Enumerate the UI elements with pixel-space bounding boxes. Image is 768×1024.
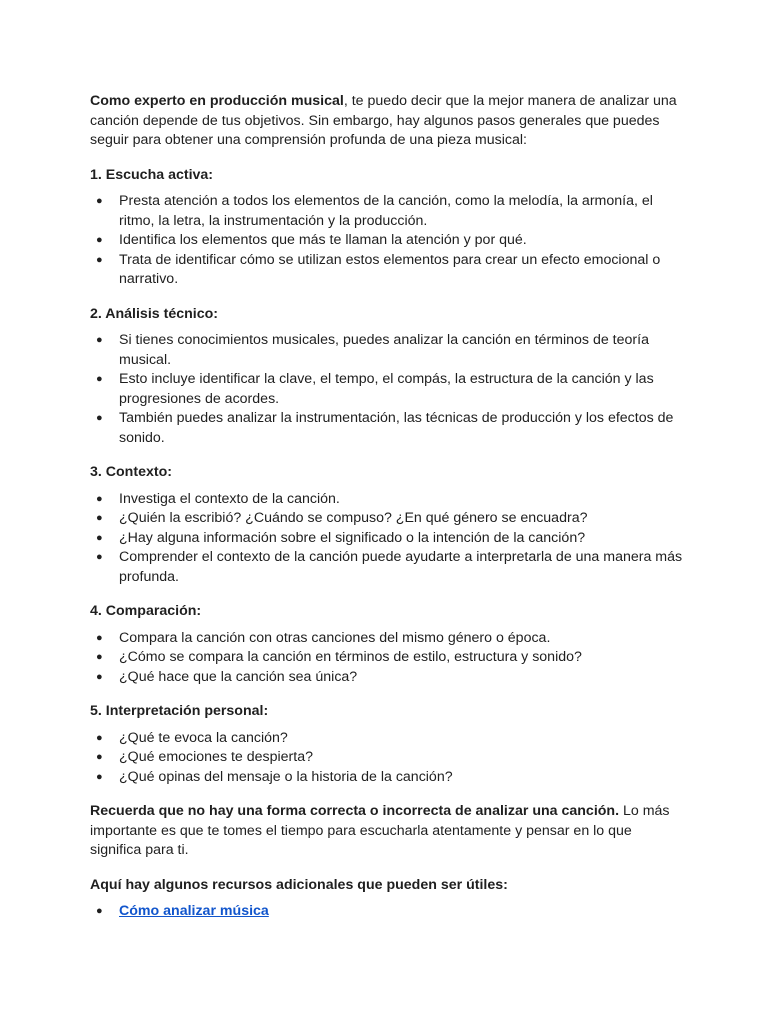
list-item (90, 509, 684, 529)
section-heading: 4. Comparación: (90, 603, 202, 619)
bullet-icon: ● (96, 770, 103, 783)
section-escucha-activa (90, 166, 684, 290)
list-item-text: ¿Qué te evoca la canción? (119, 729, 288, 746)
list-item (90, 768, 684, 788)
resources-section (90, 876, 684, 922)
list-item-text: Si tienes conocimientos musicales, puedes analizar la canción en términos de teoría musical. (119, 332, 649, 368)
bullet-icon: ● (96, 731, 103, 744)
section-comparacion (90, 602, 684, 687)
bullet-list (90, 490, 684, 588)
bullet-icon: ● (96, 195, 103, 207)
bullet-icon: ● (96, 412, 103, 424)
list-item-text: También puedes analizar la instrumentación, las técnicas de producción y los efectos de sonido. (119, 410, 674, 446)
list-item (90, 251, 684, 290)
bullet-icon: ● (96, 334, 103, 346)
closing-paragraph (90, 802, 684, 861)
list-item (90, 192, 684, 231)
bullet-list (90, 331, 684, 448)
bullet-icon: ● (96, 492, 103, 505)
bullet-list (90, 192, 684, 290)
bullet-list (90, 729, 684, 788)
closing-bold: Recuerda que no hay una forma correcta o incorrecta de analizar una canción. (90, 803, 620, 819)
bullet-icon: ● (96, 373, 103, 385)
list-item (90, 648, 684, 668)
bullet-icon: ● (96, 751, 103, 763)
bullet-icon: ● (96, 234, 103, 246)
list-item-text: ¿Qué emociones te despierta? (119, 749, 314, 765)
bullet-icon: ● (96, 551, 103, 563)
list-item (90, 668, 684, 688)
section-heading: 2. Análisis técnico: (90, 305, 218, 322)
section-contexto (90, 463, 684, 587)
bullet-icon: ● (96, 531, 103, 544)
bullet-icon: ● (96, 512, 103, 524)
list-item (90, 548, 684, 587)
section-heading: 1. Escucha activa: (90, 166, 214, 183)
list-item (90, 748, 684, 768)
list-item (90, 902, 684, 922)
closing-text: Lo más importante es que te tomes el tiempo para escucharla atentamente y pensar en lo que significa para ti. (90, 803, 670, 858)
list-item (90, 629, 684, 649)
list-item-text: Esto incluye identificar la clave, el tempo, el compás, la estructura de la canción y las progresiones de acordes. (119, 371, 654, 407)
intro-bold: Como experto en producción musical (90, 93, 344, 109)
list-item (90, 231, 684, 251)
section-heading: 3. Contexto: (90, 464, 172, 480)
list-item-text: ¿Quién la escribió? ¿Cuándo se compuso? ¿En qué género se encuadra? (119, 510, 588, 526)
resources-list (90, 902, 684, 922)
list-item-text: ¿Hay alguna información sobre el significado o la intención de la canción? (119, 529, 586, 546)
resources-heading: Aquí hay algunos recursos adicionales que pueden ser útiles: (90, 876, 508, 893)
list-item (90, 331, 684, 370)
list-item (90, 529, 684, 549)
list-item-text: ¿Cómo se compara la canción en términos de estilo, estructura y sonido? (119, 649, 582, 665)
list-item-text: Trata de identificar cómo se utilizan estos elementos para crear un efecto emocional o narrativo. (119, 251, 661, 287)
list-item (90, 409, 684, 448)
bullet-list (90, 629, 684, 688)
bullet-icon: ● (96, 253, 103, 266)
bullet-icon: ● (96, 631, 103, 644)
list-item (90, 490, 684, 510)
list-item-text: Identifica los elementos que más te llaman la atención y por qué. (119, 232, 527, 248)
list-item-text: ¿Qué opinas del mensaje o la historia de la canción? (119, 768, 453, 785)
intro-paragraph (90, 92, 684, 151)
list-item-text: Compara la canción con otras canciones del mismo género o época. (119, 629, 551, 646)
list-item (90, 370, 684, 409)
list-item-text: Presta atención a todos los elementos de la canción, como la melodía, la armonía, el ritmo, la letra, la instrumentación y la producción. (119, 193, 653, 229)
list-item-text: ¿Qué hace que la canción sea única? (119, 668, 358, 685)
list-item-text: Investiga el contexto de la canción. (119, 490, 340, 507)
section-interpretacion-personal (90, 702, 684, 787)
bullet-icon: ● (96, 651, 103, 663)
list-item-text: Comprender el contexto de la canción puede ayudarte a interpretarla de una manera más profunda. (119, 549, 683, 585)
resource-link[interactable]: Cómo analizar música (119, 903, 269, 919)
bullet-icon: ● (96, 670, 103, 683)
section-analisis-tecnico (90, 305, 684, 449)
section-heading: 5. Interpretación personal: (90, 703, 269, 719)
list-item (90, 729, 684, 749)
bullet-icon: ● (96, 905, 103, 917)
intro-text: , te puedo decir que la mejor manera de analizar una canción depende de tus objetivos. Sin embargo, hay algunos pasos generales que puedes seguir para obtener una comprensión profunda de una pieza musical: (90, 93, 677, 148)
